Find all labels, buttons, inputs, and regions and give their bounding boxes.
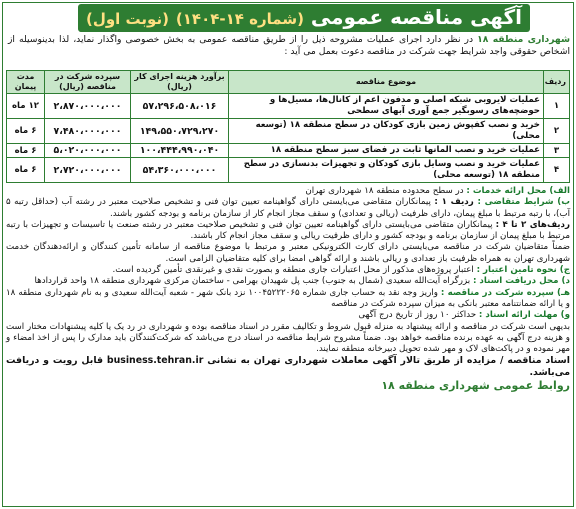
section-deposit bbox=[6, 288, 570, 311]
section-a-label: الف) محل ارائه خدمات : bbox=[466, 186, 570, 196]
section-e-label: هـ) سپرده شرکت در مناقصه : bbox=[440, 287, 570, 298]
row-estimate: ۱۴۹،۵۵۰،۷۲۹،۲۷۰ bbox=[131, 119, 229, 144]
row-duration: ۶ ماه bbox=[7, 119, 45, 144]
row-number: ۴ bbox=[544, 158, 570, 183]
section-b-label: ب) شرایط متقاضی : bbox=[477, 197, 570, 208]
section-deadline bbox=[6, 310, 570, 321]
section-f-text: حداکثر ۱۰ روز از تاریخ درج آگهی bbox=[358, 310, 479, 321]
section-f-label: و) مهلت ارائه اسناد : bbox=[478, 310, 570, 321]
notice-title bbox=[78, 4, 530, 32]
section-b2-label: ردیف‌های ۲ تا ۴ : bbox=[495, 219, 571, 230]
row-duration: ۱۲ ماه bbox=[7, 94, 45, 119]
row-deposit: ۲،۸۷۰،۰۰۰،۰۰۰ bbox=[45, 94, 131, 119]
section-h-pre: اسناد مناقصه / مزایده از طریق تالار آگهی معاملات شهرداری تهران به نشانی bbox=[203, 355, 570, 367]
col-subject: موضوع مناقصه bbox=[229, 71, 544, 94]
section-conditions bbox=[6, 197, 570, 220]
row-estimate: ۵۷،۲۹۶،۵۰۸،۰۱۶ bbox=[131, 94, 229, 119]
section-c-text: اعتبار پروژه‌های مذکور از محل اعتبارات جاری منطقه و بصورت نقدی و غیرنقدی تأمین گردیده است. bbox=[112, 265, 477, 276]
col-row: ردیف bbox=[544, 71, 570, 94]
tender-items-table bbox=[6, 70, 570, 183]
col-estimate: برآورد هزینه اجرای کار (ریال) bbox=[131, 71, 229, 94]
tehran-municipality-logo bbox=[0, 4, 2, 58]
row-subject: عملیات خرید و نصب المانها ثابت در فضای سبز سطح منطقه ۱۸ bbox=[229, 144, 544, 158]
title-main: آگهی مناقصه عمومی bbox=[310, 5, 522, 29]
table-header-row bbox=[7, 71, 570, 94]
row-number: ۳ bbox=[544, 144, 570, 158]
section-b2-text: پیمانکاران متقاضی می‌بایستی دارای گواهینامه تعیین توان فنی و تشخیص صلاحیت معتبر در رشته صنعت یا تاسیسات و تجهیزات با رتبه مرتبط با مبلغ پیمان از سازمان برنامه و بودجه کشور و دارای ظرفیت ریالی و سقف مجاز انجام کار باشند. bbox=[6, 219, 570, 242]
row-duration: ۶ ماه bbox=[7, 158, 45, 183]
row-deposit: ۵،۰۲۰،۰۰۰،۰۰۰ bbox=[45, 144, 131, 158]
row-subject: خرید و نصب کفپوش زمین بازی کودکان در سطح منطقه ۱۸ (توسعه محلی) bbox=[229, 119, 544, 144]
row-estimate: ۱۰۰،۴۴۴،۹۹۰،۰۴۰ bbox=[131, 144, 229, 158]
row-duration: ۶ ماه bbox=[7, 144, 45, 158]
table-row bbox=[7, 119, 570, 144]
section-h-post: قابل رویت و دریافت می‌باشد. bbox=[6, 355, 570, 378]
col-deposit: سپرده شرکت در مناقصه (ریال) bbox=[45, 71, 131, 94]
intro-paragraph bbox=[8, 34, 570, 58]
notice-body bbox=[6, 186, 570, 378]
section-conditions-2 bbox=[6, 220, 570, 243]
intro-org: شهرداری منطقه ۱۸ bbox=[477, 34, 571, 45]
section-b1-text: پیمانکاران متقاضی می‌بایستی دارای گواهینامه تعیین توان فنی و تشخیص صلاحیت معتبر در رشته آب (حداقل رتبه ۵ آب)، با رتبه مرتبط با مبلغ پیمان، دارای ظرفیت (ریالی و تعدادی) و سقف مجاز انجام کار از سازمان برنامه و بودجه کشور باشند. bbox=[6, 197, 570, 219]
row-estimate: ۵۴،۳۶۰،۰۰۰،۰۰۰ bbox=[131, 158, 229, 183]
title-round: (نوبت اول) bbox=[85, 10, 169, 28]
public-relations-label: روابط عمومی شهرداری منطقه ۱۸ bbox=[381, 379, 570, 393]
section-conditions-3 bbox=[6, 242, 570, 265]
row-deposit: ۷،۴۸۰،۰۰۰،۰۰۰ bbox=[45, 119, 131, 144]
title-number: (شماره ۱۴-۱۴۰۴) bbox=[175, 10, 304, 28]
section-location bbox=[6, 186, 570, 197]
section-documents-place bbox=[6, 276, 570, 287]
section-b3-text: ضمناً متقاضیان شرکت در مناقصه می‌بایستی دارای کارت الکترونیکی معتبر و مرتبط با موضوع مناقصه از سامانه تأمین کنندگان و ارائه‌دهندگان خدمت شهرداری تهران به همراه ظرفیت باز تعدادی و ریالی باشند و ارائه گواهی امضا برای کلیه متقاضیان الزامی است. bbox=[6, 242, 570, 264]
table-row bbox=[7, 158, 570, 183]
header-text bbox=[8, 4, 570, 58]
row-subject: عملیات لایروبی شبکه اصلی و مدفون اعم از کانال‌ها، مسیل‌ها و حوضچه‌های رسوبگیر جمع آوری آبهای سطحی bbox=[229, 94, 544, 119]
section-d-text: بزرگراه آیت‌الله سعیدی (شمال به جنوب) جنب پل شهیدان بهرامی - ساختمان مرکزی شهرداری منطقه ۱۸ واحد قراردادها bbox=[34, 276, 473, 287]
col-duration: مدت پیمان bbox=[7, 71, 45, 94]
section-c-label: ج) نحوه تامین اعتبار : bbox=[476, 265, 570, 276]
table-row bbox=[7, 94, 570, 119]
section-funding bbox=[6, 265, 570, 276]
section-d-label: د) محل دریافت اسناد : bbox=[472, 276, 570, 287]
row-subject: عملیات خرید و نصب وسایل بازی کودکان و تجهیزات بدنسازی در سطح منطقه ۱۸ (توسعه محلی) bbox=[229, 158, 544, 183]
row-number: ۲ bbox=[544, 119, 570, 144]
intro-text: در نظر دارد اجرای عملیات مشروحه ذیل را از طریق مناقصه عمومی به بخش خصوصی واگذار نماید، لذا بدینوسیله از اشخاص حقوقی واجد شرایط جهت شرکت در مناقصه دعوت بعمل می آید : bbox=[7, 34, 570, 57]
section-online-docs bbox=[6, 355, 570, 378]
public-relations-signature bbox=[6, 379, 570, 392]
notice-header bbox=[6, 4, 570, 68]
section-a-text: در سطح محدوده منطقه ۱۸ شهرداری تهران bbox=[305, 186, 467, 196]
section-b1-label: ردیف ۱ : bbox=[434, 197, 478, 208]
business-site-link[interactable]: business.tehran.ir bbox=[106, 355, 204, 367]
section-general-terms bbox=[6, 322, 570, 356]
row-number: ۱ bbox=[544, 94, 570, 119]
section-g-text: بدیهی است شرکت در مناقصه و ارائه پیشنهاد به منزله قبول شروط و تکالیف مقرر در اسناد مناقصه بوده و شهرداری در رد یک یا کلیه پیشنهادات مختار است و هزینه درج آگهی به عهده برنده مناقصه خواهد بود. ضمناً مشروح شرایط مناقصه در اسناد درج می‌باشد که شرکت‌کنندگان باید مدارک را پس از اخذ امضاء و مهر نموده و در پاکت‌های لاک و مهر شده تحویل دبیرخانه منطقه نمایند. bbox=[6, 321, 570, 355]
section-e-text: واریز وجه نقد به حساب جاری شماره ۱۰۰۴۵۲۲۲۰۶۵ نزد بانک شهر - شعبه آیت‌الله سعیدی و به نام شهرداری منطقه ۱۸ و یا ارائه ضمانتنامه معتبر بانکی به میزان سپرده شرکت در مناقصه bbox=[6, 287, 570, 309]
table-row bbox=[7, 144, 570, 158]
row-deposit: ۲،۷۲۰،۰۰۰،۰۰۰ bbox=[45, 158, 131, 183]
